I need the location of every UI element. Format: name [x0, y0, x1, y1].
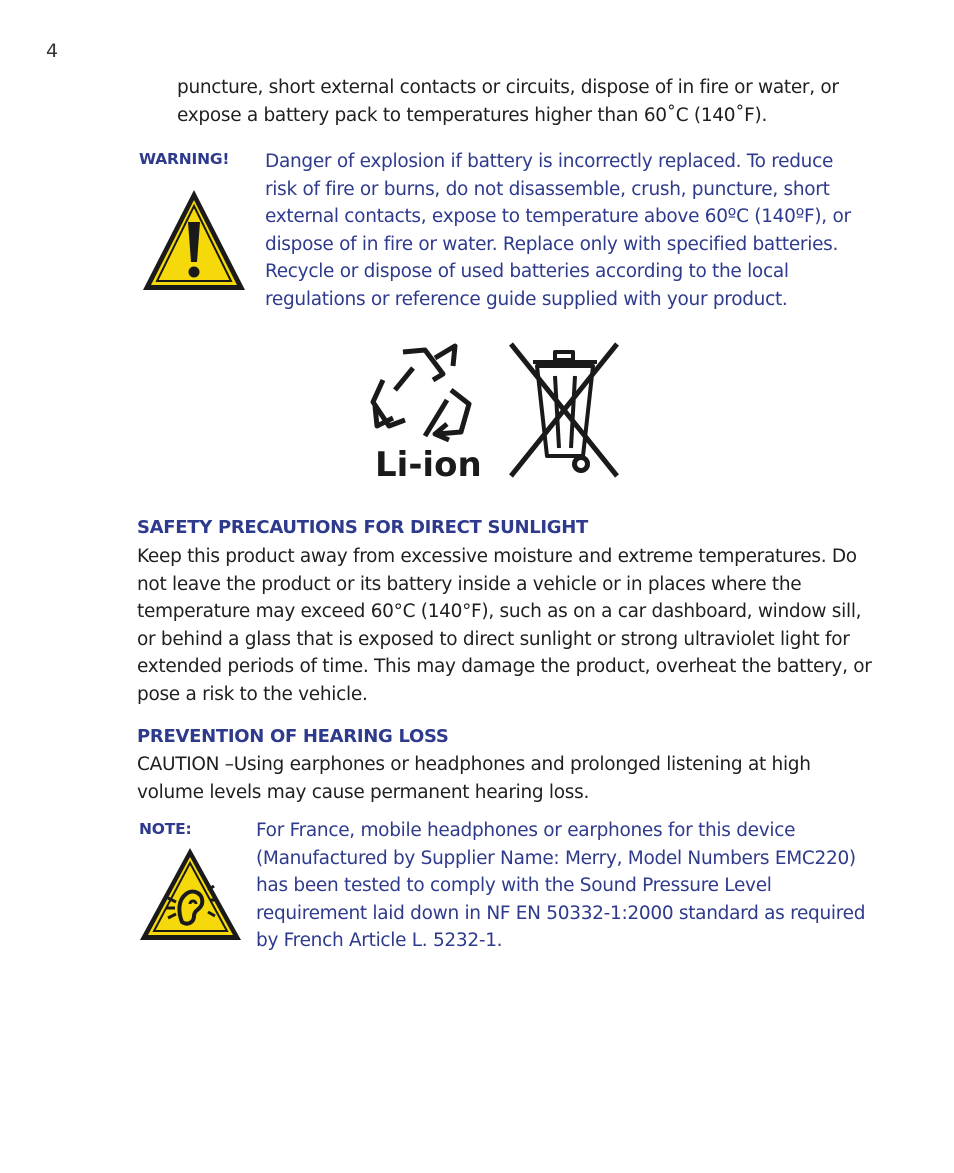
crossed-out-bin-icon	[505, 340, 625, 480]
hearing-heading: PREVENTION OF HEARING LOSS	[137, 726, 449, 747]
li-ion-label: Li-ion	[375, 445, 482, 485]
warning-triangle-icon	[139, 186, 249, 296]
recycle-icon	[365, 340, 485, 485]
warning-text: Danger of explosion if battery is incorrectly replaced. To reduce risk of fire or burns, do not disassemble, crush, puncture, short external contacts, expose to temperature above 60ºC (140ºF), or dispose of in fire or water. Replace only with specified batteries. Recycle or dispose of used batteries according to the local regulations or reference guide supplied with your product.	[265, 151, 851, 310]
intro-paragraph: puncture, short external contacts or circuits, dispose of in fire or water, or expose a battery pack to temperatures higher than 60˚C (140˚F).	[177, 77, 839, 126]
warning-label: WARNING!	[139, 150, 230, 168]
sunlight-paragraph: Keep this product away from excessive moisture and extreme temperatures. Do not leave the product or its battery inside a vehicle or in places where the temperature may exceed 60°C (140°F), such as on a car dashboard, window sill, or behind a glass that is exposed to direct sunlight or strong ultraviolet light for extended periods of time. This may damage the product, overheat the battery, or pose a risk to the vehicle.	[137, 546, 872, 705]
page-number: 4	[46, 40, 59, 62]
hearing-paragraph: CAUTION –Using earphones or headphones and prolonged listening at high volume levels may cause permanent hearing loss.	[137, 754, 811, 803]
hearing-warning-icon	[138, 846, 243, 942]
sunlight-heading: SAFETY PRECAUTIONS FOR DIRECT SUNLIGHT	[137, 517, 588, 538]
note-label: NOTE:	[139, 820, 192, 838]
note-text: For France, mobile headphones or earphones for this device (Manufactured by Supplier Name: Merry, Model Numbers EMC220) has been tested to comply with the Sound Pressure Level requirement laid down in NF EN 50332-1:2000 standard as required by French Article L. 5232-1.	[256, 820, 866, 951]
